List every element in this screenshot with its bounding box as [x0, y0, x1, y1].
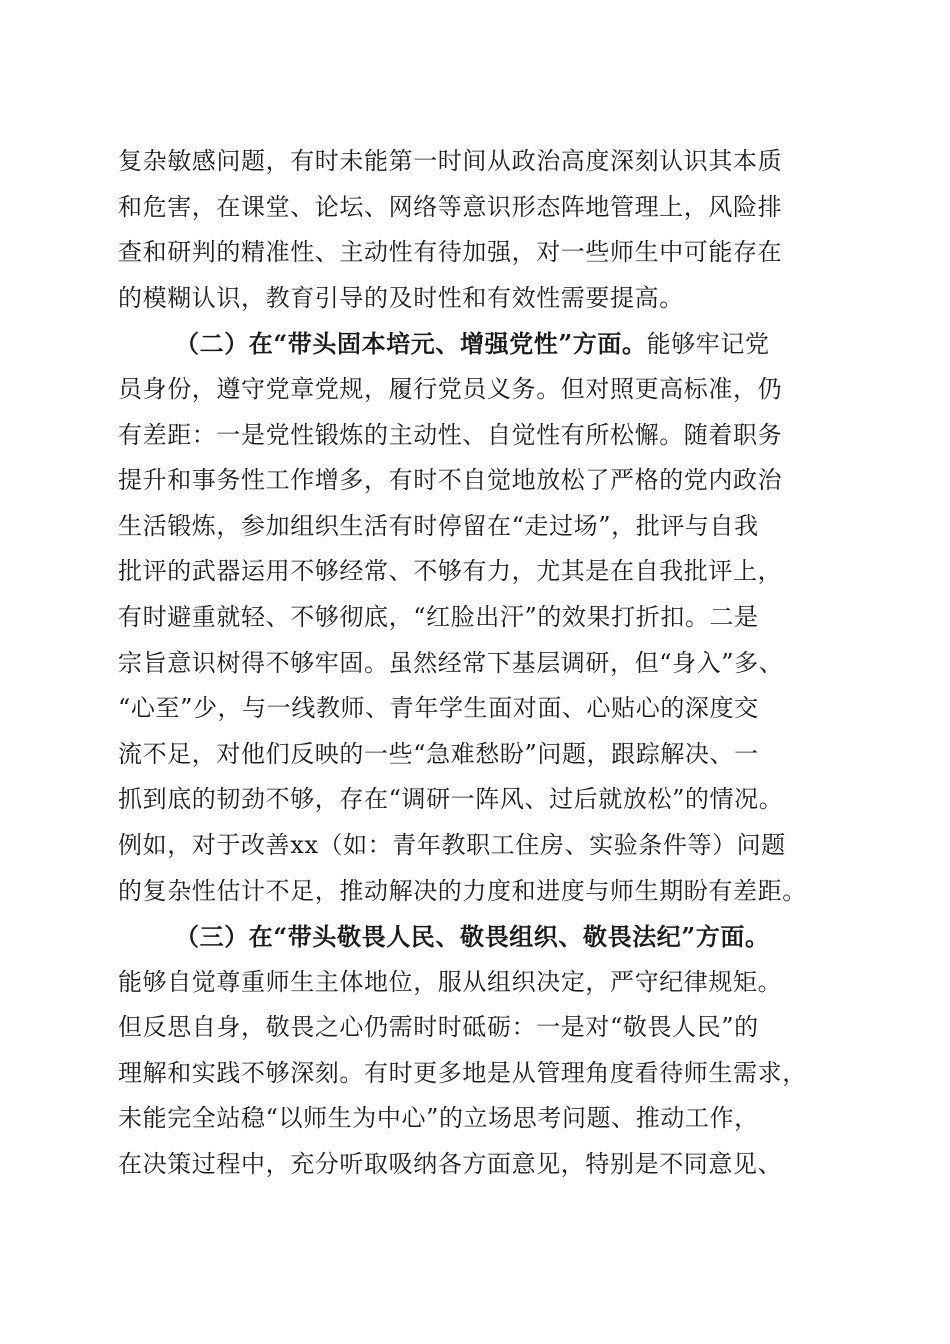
heading-line-rest: 能够牢记党	[646, 330, 770, 359]
text-line: 但反思自身，敬畏之心仍需时时砥砺：一是对“敬畏人民”的	[118, 1013, 759, 1042]
text-line: 的模糊认识，教育引导的及时性和有效性需要提高。	[118, 283, 684, 312]
text-line: 理解和实践不够深刻。有时更多地是从管理角度看待师生需求，	[118, 1058, 807, 1087]
text-line: 生活锻炼，参加组织生活有时停留在“走过场”，批评与自我	[118, 511, 759, 540]
section-heading: （三）在“带头敬畏人民、敬畏组织、敬畏法纪”方面。	[175, 922, 770, 952]
text-line: 员身份，遵守党章党规，履行党员义务。但对照更高标准，仍	[118, 374, 783, 403]
text-line: 在决策过程中，充分听取吸纳各方面意见，特别是不同意见、	[118, 1150, 783, 1179]
text-line: 有差距：一是党性锻炼的主动性、自觉性有所松懈。随着职务	[118, 420, 783, 449]
text-line: 未能完全站稳“以师生为中心”的立场思考问题、推动工作，	[118, 1104, 759, 1133]
section-heading: （二）在“带头固本培元、增强党性”方面。	[175, 329, 647, 359]
text-line: 复杂敏感问题，有时未能第一时间从政治高度深刻认识其本质	[118, 147, 783, 175]
text-line: 和危害，在课堂、论坛、网络等意识形态阵地管理上，风险排	[118, 192, 783, 221]
text-line: 批评的武器运用不够经常、不够有力，尤其是在自我批评上，	[118, 557, 783, 586]
paragraph-heading-line	[118, 914, 843, 960]
text-line: 能够自觉尊重师生主体地位，服从组织决定，严守纪律规矩。	[118, 967, 783, 996]
text-line: 抓到底的韧劲不够，存在“调研一阵风、过后就放松”的情况。	[118, 785, 784, 814]
text-line: 流不足，对他们反映的一些“急难愁盼”问题，跟踪解决、一	[118, 739, 759, 768]
text-line: 的复杂性估计不足，推动解决的力度和进度与师生期盼有差距。	[118, 876, 807, 905]
text-line: 提升和事务性工作增多，有时不自觉地放松了严格的党内政治	[118, 466, 783, 495]
text-line: 查和研判的精准性、主动性有待加强，对一些师生中可能存在	[118, 238, 783, 267]
text-line: 例如，对于改善xx（如：青年教职工住房、实验条件等）问题	[118, 830, 786, 859]
text-line: 宗旨意识树得不够牢固。虽然经常下基层调研，但“身入”多、	[118, 648, 784, 677]
document-body	[118, 139, 843, 1188]
text-line: 有时避重就轻、不够彻底，“红脸出汗”的效果打折扣。二是	[118, 602, 759, 631]
text-line: “心至”少，与一线教师、青年学生面对面、心贴心的深度交	[118, 694, 759, 723]
paragraph-heading-line	[118, 321, 843, 367]
